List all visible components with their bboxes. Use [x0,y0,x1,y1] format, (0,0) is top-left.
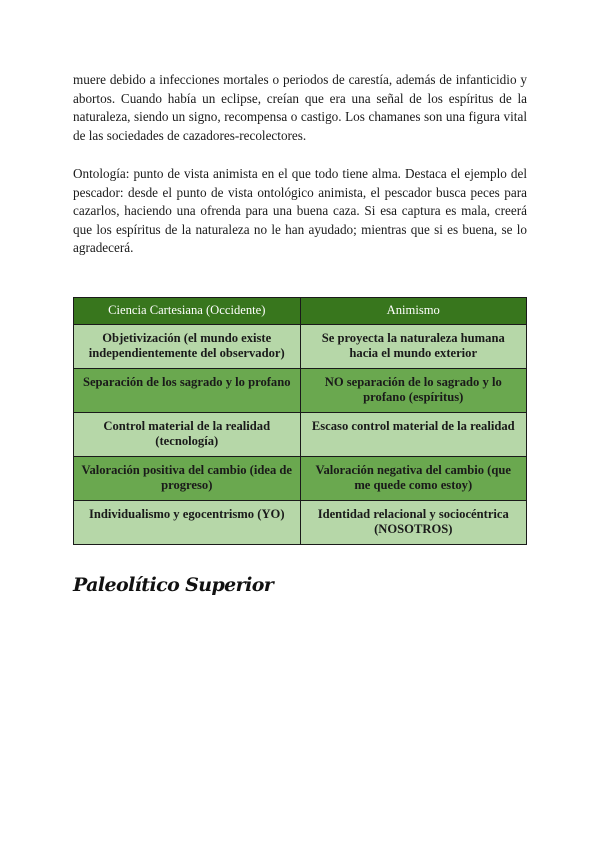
table-cell: Individualismo y egocentrismo (YO) [74,500,301,544]
comparison-table [73,297,527,545]
table-row [74,368,527,412]
table-cell: Objetivización (el mundo existe independientemente del observador) [74,324,301,368]
body-paragraph-1: muere debido a infecciones mortales o periodos de carestía, además de infanticidio y abortos. Cuando había un eclipse, creían que era una señal de los espíritus de la naturaleza, siendo un signo, recompensa o castigo. Los chamanes son una figura vital de las sociedades de cazadores-recolectores. [73,72,527,143]
table-cell: Valoración positiva del cambio (idea de progreso) [74,456,301,500]
table-row [74,500,527,544]
table-row [74,456,527,500]
table-row [74,412,527,456]
table-header-cartesian: Ciencia Cartesiana (Occidente) [74,298,301,325]
table-cell: Valoración negativa del cambio (que me quede como estoy) [300,456,527,500]
table-header-row [74,298,527,325]
table-cell: Identidad relacional y sociocéntrica (NOSOTROS) [300,500,527,544]
table-cell: Se proyecta la naturaleza humana hacia el mundo exterior [300,324,527,368]
table-cell: Separación de los sagrado y lo profano [74,368,301,412]
table-header-animism: Animismo [300,298,527,325]
table-cell: Control material de la realidad (tecnología) [74,412,301,456]
table-row [74,324,527,368]
section-heading: Paleolítico Superior [73,574,274,596]
body-paragraph-2: Ontología: punto de vista animista en el que todo tiene alma. Destaca el ejemplo del pescador: desde el punto de vista ontológico animista, el pescador busca peces para cazarlos, haciendo una ofrenda para una buena caza. Si esa captura es mala, creerá que los espíritus de la naturaleza no le han ayudado; mientras que si es buena, se lo agradecerá. [73,166,527,256]
table-cell: Escaso control material de la realidad [300,412,527,456]
table-cell: NO separación de lo sagrado y lo profano (espíritus) [300,368,527,412]
